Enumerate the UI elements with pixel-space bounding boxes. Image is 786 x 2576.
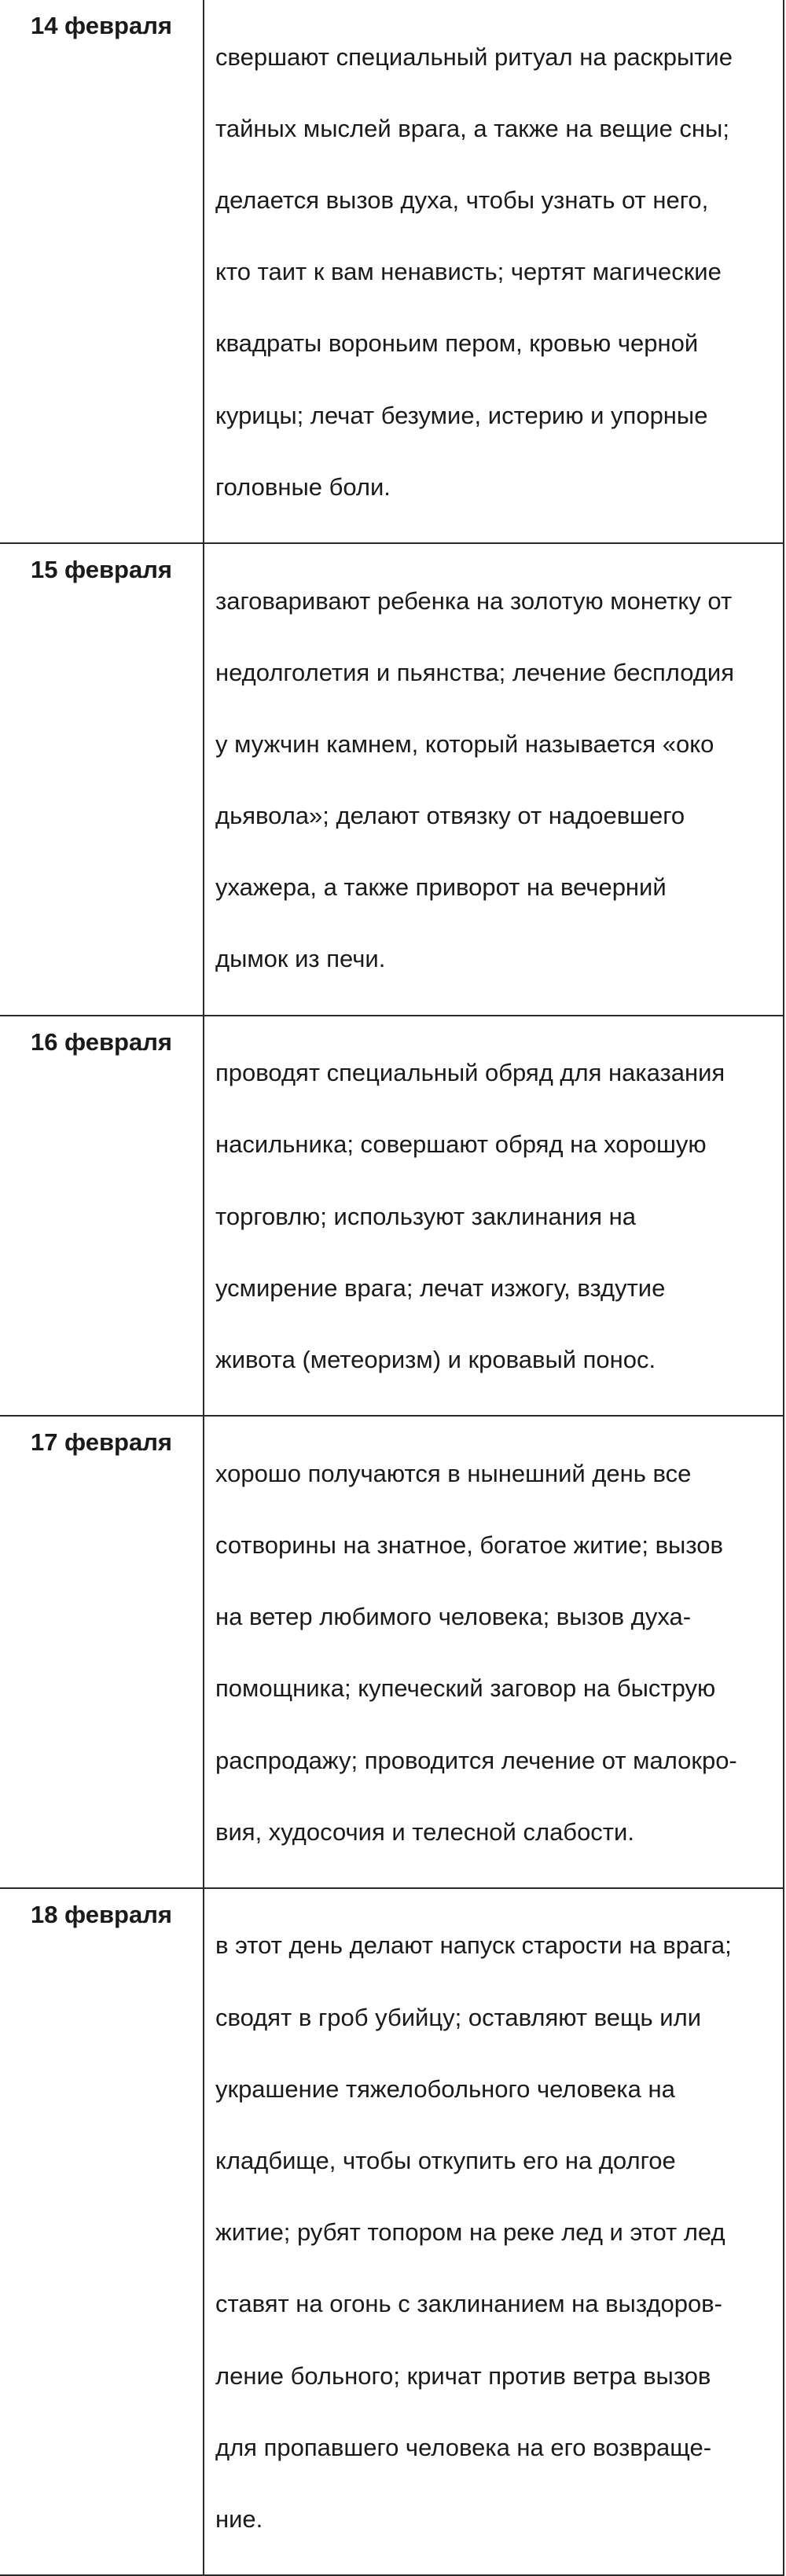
description-line: курицы; лечат безумие, истерию и упорные [215,401,708,429]
description-line: недолголетия и пьянства; лечение бесплодия [215,658,734,686]
description-line: в этот день делают напуск старости на врага; [215,1931,732,1960]
description-line: помощника; купеческий заговор на быструю [215,1674,716,1703]
description-line: на ветер любимого человека; вызов духа- [215,1603,692,1631]
description-line: делается вызов духа, чтобы узнать от него, [215,186,709,214]
description-line: квадраты вороньим пером, кровью черной [215,329,699,358]
date-cell: 15 февраля [0,543,204,1016]
description-line: кладбище, чтобы откупить его на долгое [215,2147,676,2175]
table-row [0,543,784,1016]
description-line: распродажу; проводится лечение от малокро- [215,1746,737,1774]
description-line: усмирение врага; лечат изжогу, вздутие [215,1273,666,1302]
date-cell: 17 февраля [0,1416,204,1888]
description-line: свершают специальный ритуал на раскрытие [215,42,733,71]
description-line: хорошо получаются в нынешний день все [215,1459,692,1487]
description-line: сотворины на знатное, богатое житие; вызов [215,1531,723,1559]
description-line: головные боли. [215,472,391,501]
description-line: житие; рубят топором на реке лед и этот лед [215,2218,725,2247]
description-line: проводят специальный обряд для наказания [215,1059,725,1087]
description-line: тайных мыслей врага, а также на вещие сны; [215,114,729,142]
description-line: дьявола»; делают отвязку от надоевшего [215,802,685,830]
description-cell [204,1016,784,1417]
description-line: дымок из печи. [215,945,386,973]
description-line: кто таит к вам ненависть; чертят магические [215,258,722,286]
description-line: ление больного; кричат против ветра вызов [215,2361,711,2390]
description-cell [204,1416,784,1888]
date-cell: 16 февраля [0,1016,204,1417]
description-line: насильника; совершают обряд на хорошую [215,1130,707,1159]
description-line: заговаривают ребенка на золотую монетку от [215,586,733,615]
description-line: сводят в гроб убийцу; оставляют вещь или [215,2003,702,2031]
table-row [0,1416,784,1888]
description-line: ние. [215,2504,263,2533]
table-row [0,1016,784,1417]
description-line: ухажера, а также приворот на вечерний [215,873,667,902]
date-cell: 18 февраля [0,1888,204,2575]
table-row [0,0,784,543]
description-cell [204,1888,784,2575]
description-line: торговлю; используют заклинания на [215,1202,636,1230]
date-cell: 14 февраля [0,0,204,543]
description-line: живота (метеоризм) и кровавый понос. [215,1345,656,1373]
description-line: вия, худосочия и телесной слабости. [215,1817,634,1846]
description-cell [204,0,784,543]
description-line: украшение тяжелобольного человека на [215,2074,675,2103]
description-cell [204,543,784,1016]
description-line: ставят на огонь с заклинанием на выздоров- [215,2290,722,2318]
description-line: у мужчин камнем, который называется «око [215,729,714,758]
description-line: для пропавшего человека на его возвраще- [215,2433,712,2461]
table-row [0,1888,784,2575]
